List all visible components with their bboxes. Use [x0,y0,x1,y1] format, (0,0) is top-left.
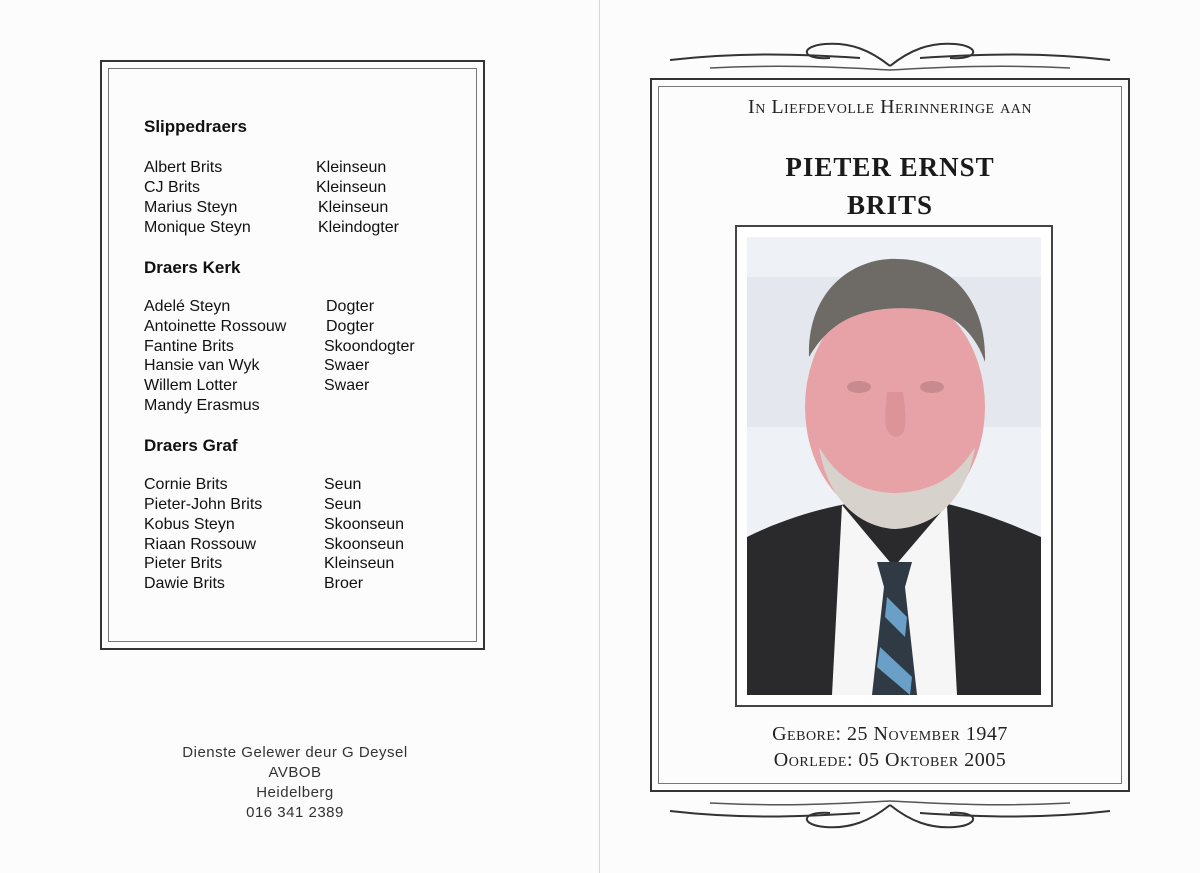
funeral-company: AVBOB [268,764,322,781]
bearer-name: Riaan Rossouw [144,536,257,553]
deceased-name-first: PIETER ERNST [785,152,995,182]
page-fold [599,0,600,873]
bearer-name: Pieter Brits [144,555,223,572]
bearer-name: Fantine Brits [144,338,234,355]
bearer-relation: Kleinseun [318,199,389,216]
top-flourish [650,40,1130,76]
funeral-service-provider: Dienste Gelewer deur G Deysel [182,744,408,761]
in-memoriam-heading: In Liefdevolle Herinneringe aan [748,96,1032,118]
bearer-relation: Seun [324,476,362,493]
section-title-draers-kerk: Draers Kerk [144,258,241,277]
bearer-name: Mandy Erasmus [144,397,260,414]
bearer-name: Albert Brits [144,159,223,176]
bearer-relation: Skoondogter [324,338,415,355]
bearer-relation: Dogter [326,318,375,335]
portrait-photo [747,237,1041,695]
bearer-relation: Swaer [324,377,370,394]
bearer-relation: Swaer [324,357,370,374]
bearer-relation: Kleinseun [316,179,387,196]
funeral-phone: 016 341 2389 [246,804,344,821]
bearer-name: Dawie Brits [144,575,225,592]
bearer-relation: Kleinseun [316,159,387,176]
death-date: Oorlede: 05 Oktober 2005 [773,749,1007,771]
bearer-relation: Skoonseun [324,536,405,553]
bearer-name: Antoinette Rossouw [144,318,287,335]
portrait-frame [735,225,1053,707]
deceased-name-surname: BRITS [846,190,934,220]
bearer-name: Adelé Steyn [144,298,231,315]
bearer-relation: Dogter [326,298,375,315]
bearer-relation: Skoonseun [324,516,405,533]
bearer-relation: Seun [324,496,362,513]
bearer-name: Pieter-John Brits [144,496,263,513]
section-title-slippedraers: Slippedraers [144,117,247,136]
section-title-draers-graf: Draers Graf [144,436,238,455]
birth-date: Gebore: 25 November 1947 [772,723,1008,745]
bearer-relation: Kleinseun [324,555,395,572]
bearer-name: Cornie Brits [144,476,228,493]
bearer-name: Marius Steyn [144,199,238,216]
bearer-name: Monique Steyn [144,219,251,236]
bearer-name: Willem Lotter [144,377,238,394]
funeral-location: Heidelberg [256,784,334,801]
bearer-name: Kobus Steyn [144,516,235,533]
bottom-flourish [650,795,1130,831]
bearer-name: Hansie van Wyk [144,357,260,374]
bearer-relation: Kleindogter [318,219,399,236]
bearer-relation: Broer [324,575,364,592]
bearer-name: CJ Brits [144,179,200,196]
